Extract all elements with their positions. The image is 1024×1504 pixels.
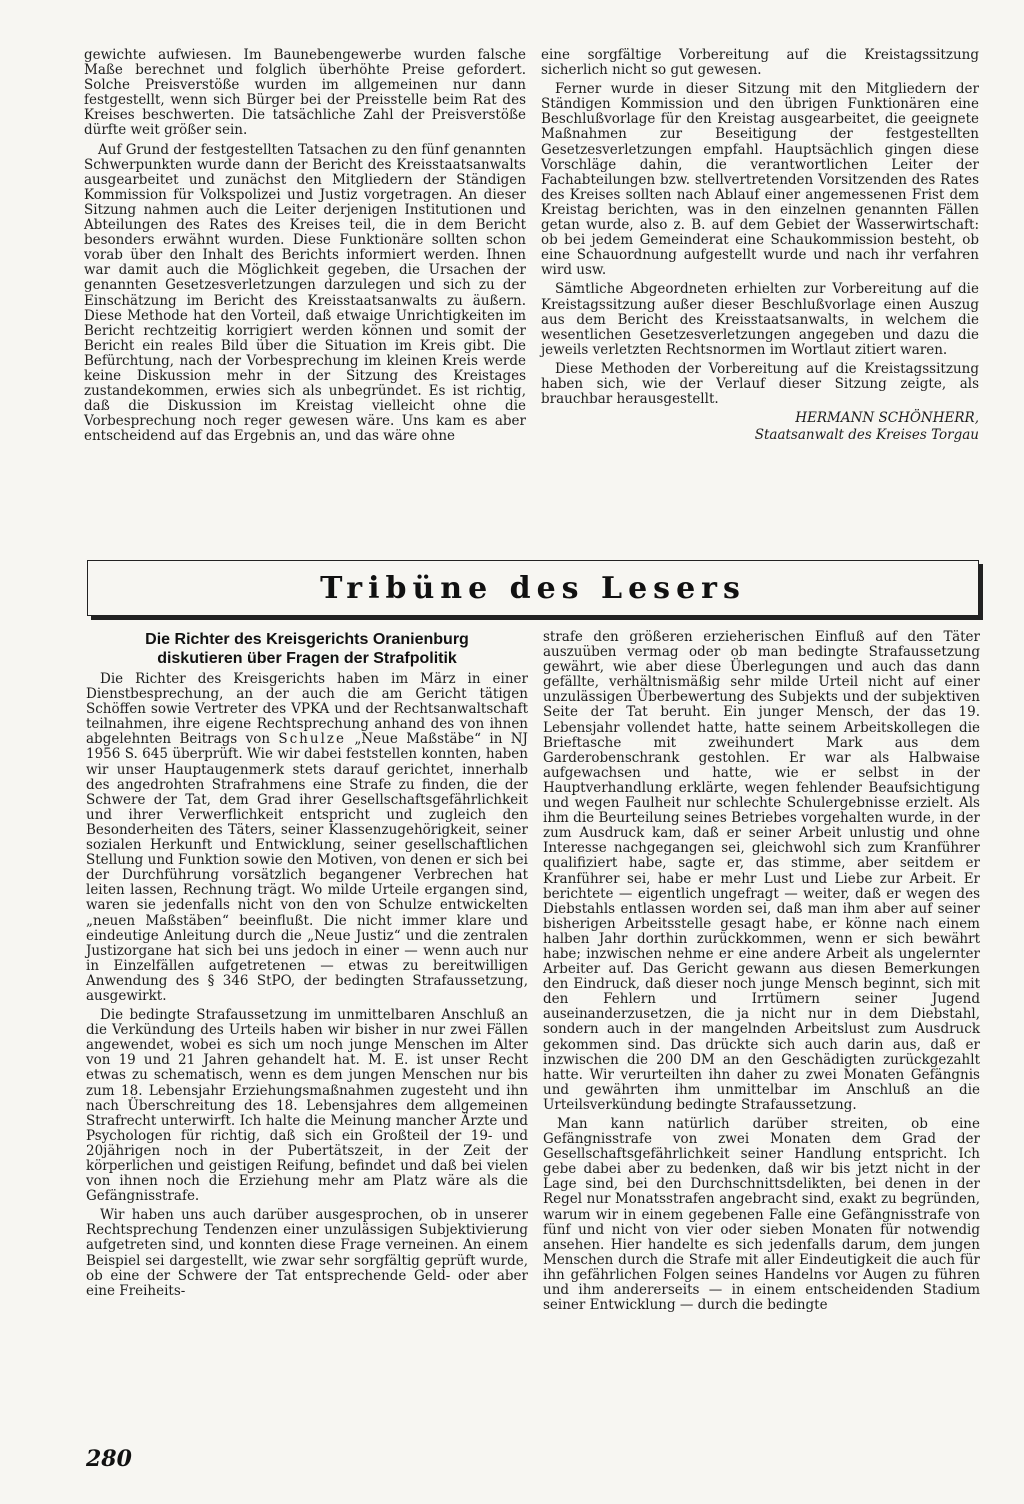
paragraph: Diese Methoden der Vorbereitung auf die Kreistagssitzung haben sich, wie der Verlauf dieser Sitzung zeigte, als brauchbar herausgestellt.	[541, 360, 979, 408]
top-right-column	[541, 48, 979, 443]
text-run: Die Richter des Kreisgerichts haben im März in einer Dienstbesprechung, an der auch die am Gericht tätigen Schöffen sowie Vertreter des VPKA und der Rechtsanwaltschaft teilnahmen, ihre eigene Rechtsprechung anhand des von ihnen abgelehnten Beitrags von	[86, 671, 528, 748]
paragraph: Wir haben uns auch darüber ausgesprochen, ob in unserer Rechtsprechung Tendenzen einer unzulässigen Subjektivierung aufgetreten sind, und konnten diese Frage verneinen. An einem Beispiel sei dargestellt, wie zwar sehr sorgfältig geprüft wurde, ob eine der Schwere der Tat entsprechende Geld- oder aber eine Freiheits-	[86, 1207, 528, 1299]
paragraph: Ferner wurde in dieser Sitzung mit den Mitgliedern der Ständigen Kommission und den übrigen Funktionären eine Beschlußvorlage für den Kreistag ausgearbeitet, die geeignete Maßnahmen zur Beseitigung der festgestellten Gesetzesverletzungen empfahl. Hauptsächlich gingen diese Vorschläge dahin, die verantwortlichen Leiter der Fachabteilungen bzw. stellvertretenden Vorsitzenden des Rates des Kreises sollten nach Ablauf einer angemessenen Frist dem Kreistag berichten, was in den einzelnen genannten Fällen getan wurde, also z. B. auf dem Gebiet der Wasserwirtschaft: ob bei jedem Gemeinderat eine Schaukommission besteht, ob eine Schauordnung aufgestellt wurde und nach ihr verfahren wird usw.	[541, 81, 979, 279]
text-run: „Neue Maßstäbe“ in NJ 1956 S. 645 überprüft. Wie wir dabei feststellen konnten, haben wir unser Hauptaugenmerk stets darauf gerichtet, innerhalb des angedrohten Strafrahmens eine Strafe zu finden, die der Schwere der Tat, dem Grad ihrer Gesellschaftsgefährlichkeit und ihrer Verwerflichkeit entspricht und zugleich den Besonderheiten des Täters, seiner Klassenzugehörigkeit, seiner sozialen Herkunft und Entwicklung, seiner gesellschaftlichen Stellung und Funktion sowie den Motiven, von denen er sich bei der Durchführung vorsätzlich begangener Verbrechen hat leiten lassen, Rechnung trägt. Wo milde Urteile ergangen sind, waren sie jedenfalls nicht von den von Schulze entwickelten „neuen Maßstäben“ beeinflußt. Die nicht immer klare und eindeutige Anleitung durch die „Neue Justiz“ und die zentralen Justizorgane hat sich bei uns jedoch in einer — wenn auch nur in Einzelfällen aufgetretenen — etwas zu bereitwilligen Anwendung des § 346 StPO, der bedingten Strafaussetzung, ausgewirkt.	[86, 731, 528, 1004]
paragraph: Auf Grund der festgestellten Tatsachen zu den fünf genannten Schwerpunkten wurde dann der Bericht des Kreisstaatsanwalts ausgearbeitet und zunächst den Mitgliedern der Ständigen Kommission für Volkspolizei und Justiz vorgetragen. An dieser Sitzung nahmen auch die Leiter derjenigen Institutionen und Abteilungen des Rates des Kreises teil, die in dem Bericht besonders erwähnt wurden. Diese Funktionäre sollten schon vorab über den Inhalt des Berichts informiert werden. Ihnen war damit auch die Möglichkeit gegeben, die Ursachen der genannten Gesetzesverletzungen darzulegen und sich zu der Einschätzung im Bericht des Kreisstaatsanwalts zu äußern. Diese Methode hat den Vorteil, daß etwaige Unrichtigkeiten im Bericht rechtzeitig korrigiert werden können und somit der Bericht ein reales Bild über die Situation im Kreis gibt. Die Befürchtung, nach der Vorbesprechung im kleinen Kreis werde keine Diskussion mehr in der Sitzung des Kreistages zustandekommen, erwies sich als unbegründet. Es ist richtig, daß die Diskussion im Kreistag vielleicht ohne die Vorbesprechung noch reger gewesen wäre. Uns kam es aber entscheidend auf das Ergebnis an, und das wäre ohne	[84, 141, 526, 445]
signature-title: Staatsanwalt des Kreises Torgau	[754, 427, 979, 444]
article-title-line: Die Richter des Kreisgerichts Oranienburg	[145, 631, 469, 648]
paragraph: strafe den größeren erzieherischen Einfluß auf den Täter auszuüben vermag oder ob man bedingte Strafaussetzung gewährt, wie aber diese Überlegungen und auch das dann gefällte, verhältnismäßig sehr milde Urteil nicht auf einer unzulässigen Überbewertung des Subjekts und der subjektiven Seite der Tat beruht. Ein junger Mensch, der das 19. Lebensjahr vollendet hatte, hatte seinem Arbeitskollegen die Brieftasche mit zweihundert Mark aus dem Garderobenschrank gestohlen. Er war als Halbwaise aufgewachsen und hatte, wie er selbst in der Hauptverhandlung erklärte, wegen fehlender Beaufsichtigung und wegen Faulheit nur schlechte Schulergebnisse erzielt. Als ihm die Beurteilung seines Betriebes vorgehalten wurde, in der zum Ausdruck kam, daß er seiner Arbeit unlustig und ohne Interesse nachgegangen sei, gleichwohl sich zum Kranführer qualifiziert habe, sagte er, das stimme, aber seitdem er Kranführer sei, habe er mehr Lust und Liebe zur Arbeit. Er berichtete — eigentlich ungefragt — weiter, daß er wegen des Diebstahls entlassen worden sei, daß man ihm aber auf seiner bisherigen Arbeitsstelle gesagt habe, er könne nach einem halben Jahr dorthin zurückkommen, wenn er sich bewährt habe; inzwischen nehme er eine andere Arbeit als ungelernter Arbeiter auf. Das Gericht gewann aus diesen Bemerkungen den Eindruck, daß dieser noch junge Mensch beginnt, sich mit den Fehlern und Irrtümern seiner Jugend auseinanderzusetzen, die ja nicht nur in dem Diebstahl, sondern auch in der mangelnden Arbeitslust zum Ausdruck gekommen sind. Das drückte sich auch darin aus, daß er inzwischen die 200 DM an den Geschädigten zurückgezahlt hatte. Wir verurteilten ihn daher zu zwei Monaten Gefängnis und gewährten ihm unmittelbar im Anschluß an die Urteilsverkündung bedingte Strafaussetzung.	[543, 629, 980, 1113]
page-number: 280	[86, 1446, 132, 1472]
article-title-line: diskutieren über Fragen der Strafpolitik	[157, 650, 457, 667]
top-left-column	[84, 48, 526, 448]
section-banner	[87, 560, 979, 616]
paragraph: eine sorgfältige Vorbereitung auf die Kreistagssitzung sicherlich nicht so gut gewesen.	[541, 47, 979, 79]
paragraph: Man kann natürlich darüber streiten, ob eine Gefängnisstrafe von zwei Monaten dem Grad der Gesellschaftsgefährlichkeit seiner Handlung entspricht. Ich gebe dabei aber zu bedenken, daß wir bis jetzt nicht in der Lage sind, bei den Durchschnittsdelikten, bei denen in der Regel nur Monatsstrafen angebracht sind, exakt zu begründen, warum wir in einem gegebenen Falle eine Gefängnisstrafe von fünf und nicht von vier oder sieben Monaten für notwendig ansehen. Hier handelte es sich jedenfalls darum, dem jungen Menschen durch die Strafe mit aller Eindeutigkeit die auch für ihn gefährlichen Folgen seines Handelns vor Augen zu führen und ihm andererseits — in einem entscheidenden Stadium seiner Entwicklung — durch die bedingte	[543, 1116, 980, 1314]
article-right-column	[543, 630, 980, 1317]
paragraph: Die bedingte Strafaussetzung im unmittelbaren Anschluß an die Verkündung des Urteils haben wir bisher in nur zwei Fällen angewendet, wobei es sich um noch junge Menschen im Alter von 19 und 21 Jahren gehandelt hat. M. E. ist unser Recht etwas zu schematisch, wenn es dem jungen Menschen nur bis zum 18. Lebensjahr Erziehungsmaßnahmen zugesteht und ihn nach Überschreitung des 18. Lebensjahres dem allgemeinen Strafrecht unterwirft. Ich halte die Meinung mancher Ärzte und Psychologen für richtig, daß sich ein Großteil der 19- und 20jährigen noch in der Pubertätszeit, in der Zeit der körperlichen und geistigen Reifung, befindet und daß bei vielen von ihnen noch die Erziehung mehr am Platz wäre als die Gefängnisstrafe.	[86, 1007, 528, 1205]
paragraph	[86, 672, 528, 1004]
article-left-column	[86, 672, 528, 1303]
signature-name: HERMANN SCHÖNHERR,	[795, 410, 979, 427]
section-banner-title: Tribüne des Lesers	[320, 570, 746, 606]
paragraph: Sämtliche Abgeordneten erhielten zur Vorbereitung auf die Kreistagssitzung außer dieser Beschlußvorlage einen Auszug aus dem Bericht des Kreisstaatsanwalts, in welchem die wesentlichen Gesetzesverletzungen angegeben und dazu die jeweils verletzten Rechtsnormen im Wortlaut zitiert waren.	[541, 281, 979, 358]
article-title	[98, 630, 516, 668]
paragraph: gewichte aufwiesen. Im Baunebengewerbe wurden falsche Maße berechnet und folglich überhöhte Preise gefordert. Solche Preisverstöße wurden im allgemeinen nur dann festgestellt, wenn sich Bürger bei der Preisstelle beim Rat des Kreises beschwerten. Die tatsächliche Zahl der Preisverstöße dürfte weit größer sein.	[84, 47, 526, 139]
spaced-author-name: Schulze	[278, 731, 346, 748]
